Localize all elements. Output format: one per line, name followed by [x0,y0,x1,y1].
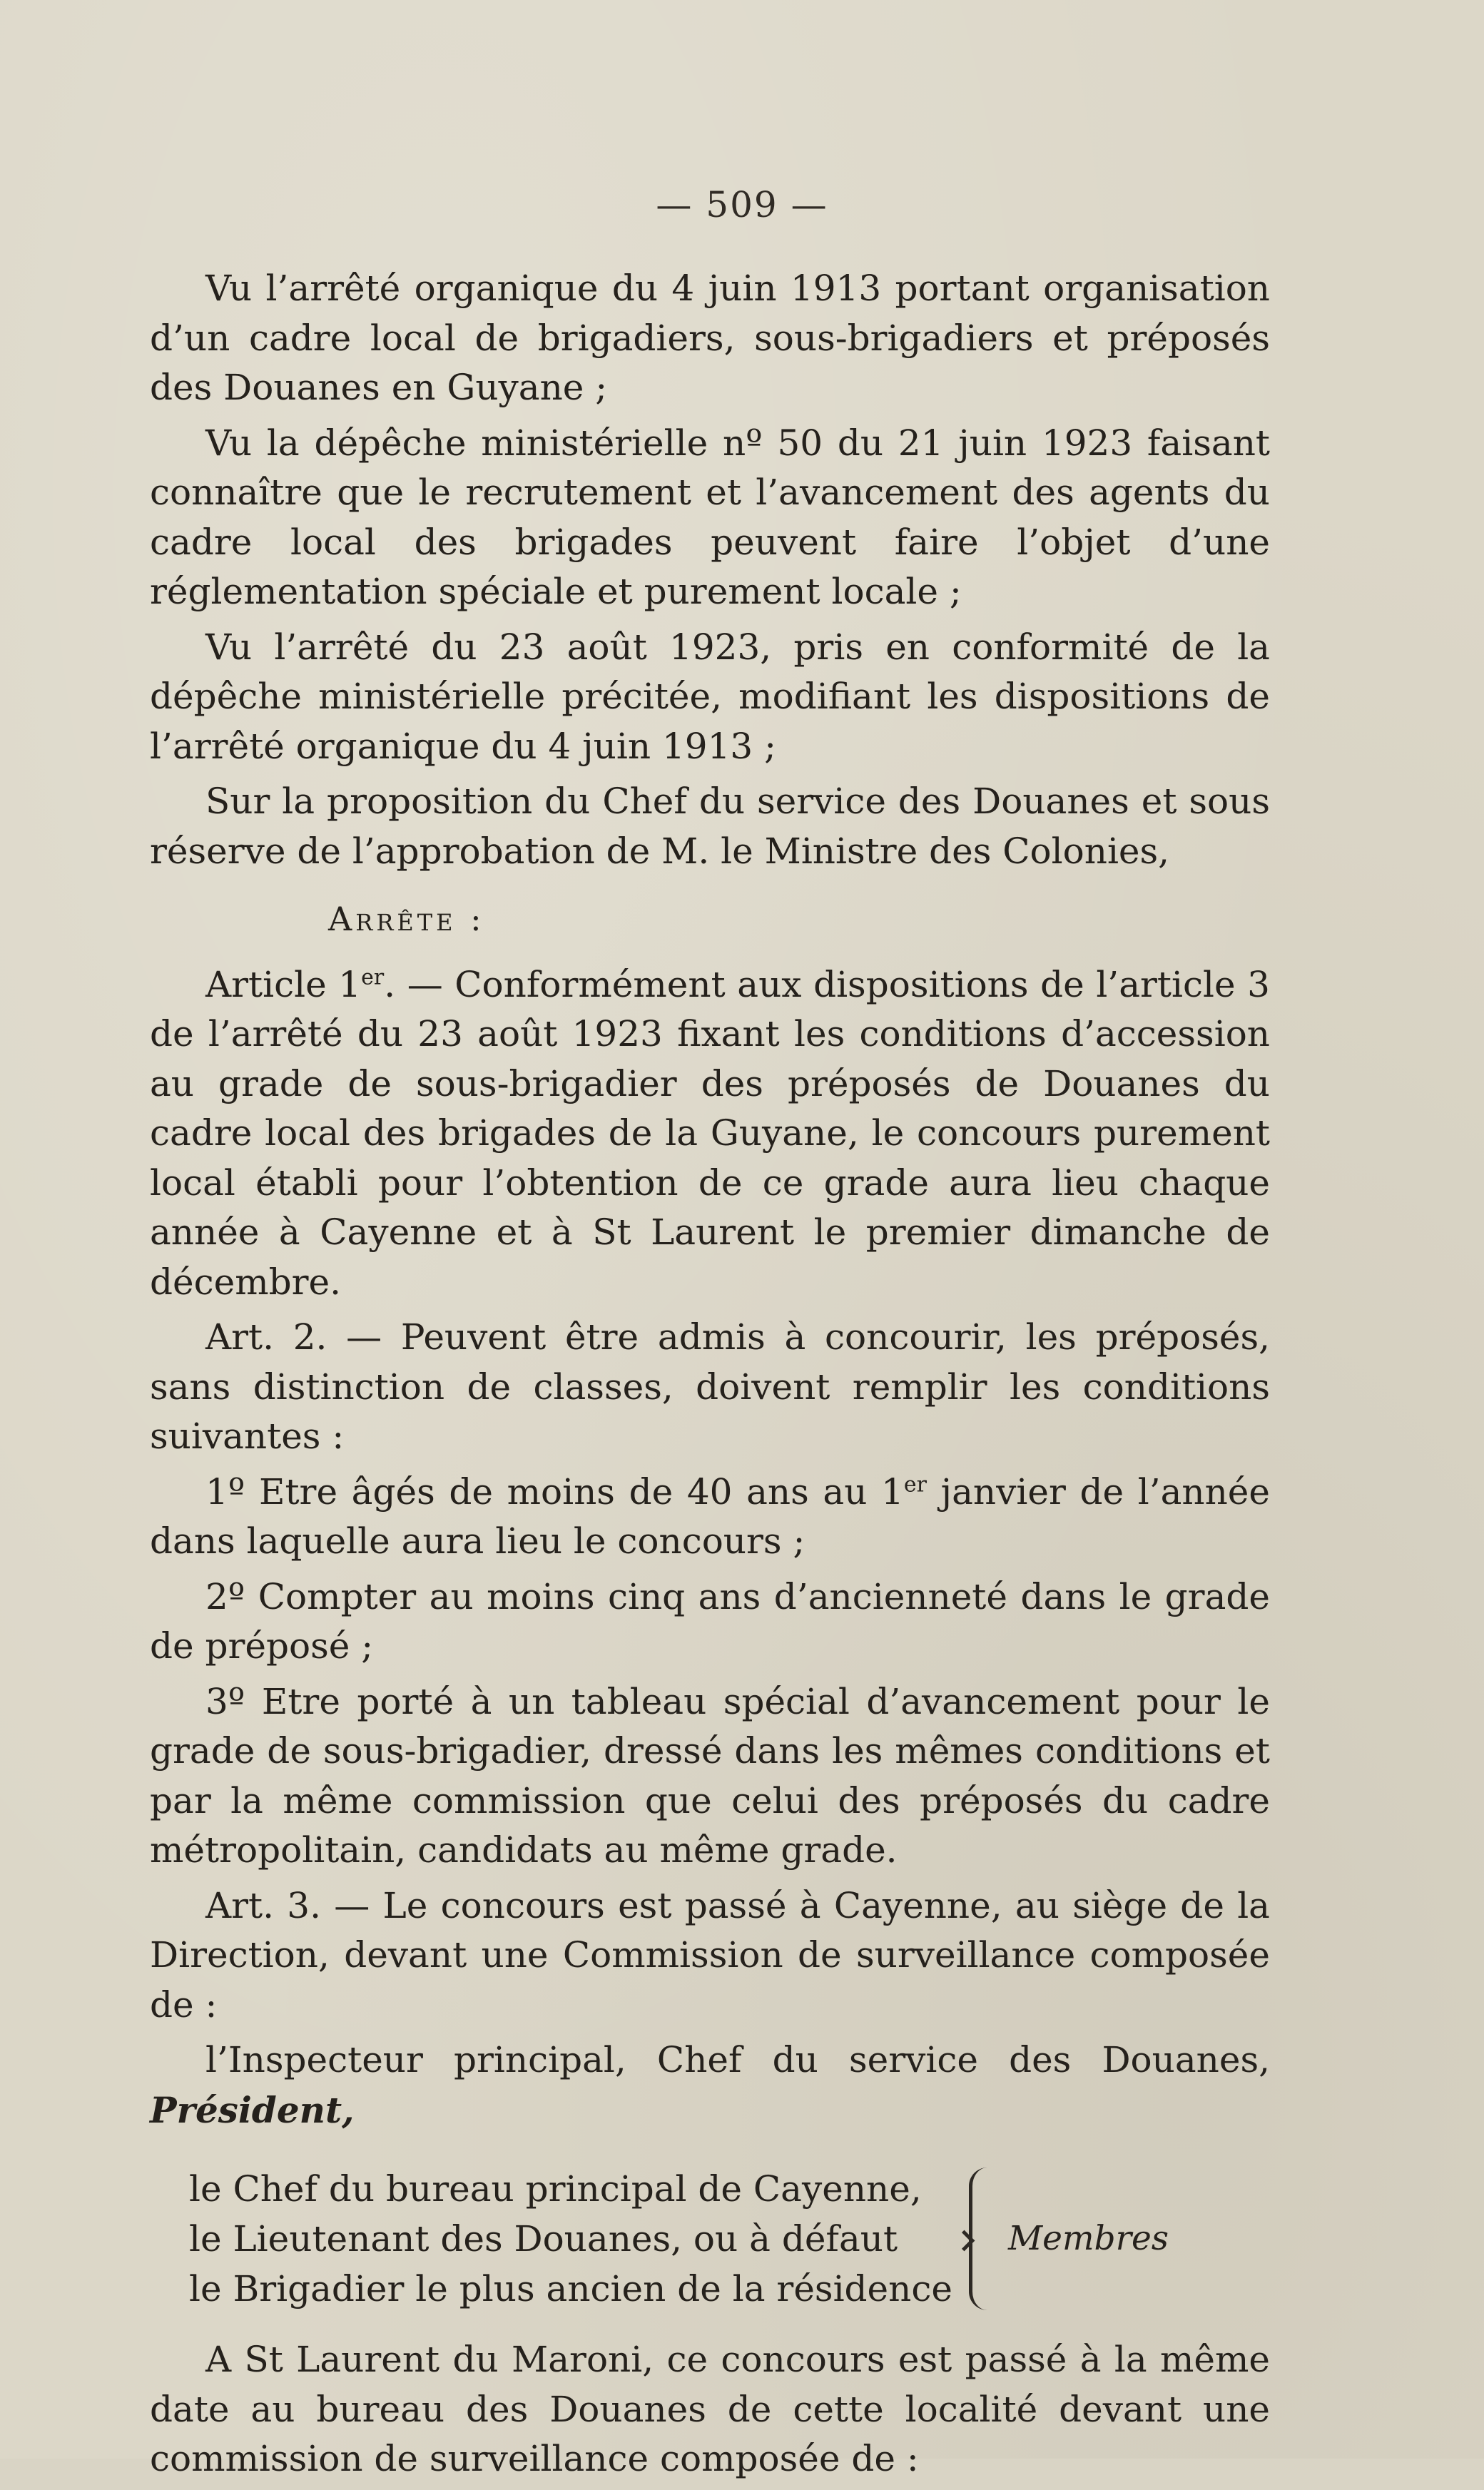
paragraph-vu-arrete-organique: Vu l’arrêté organique du 4 juin 1913 portant organisation d’un cadre local de brigadiers, sous-brigadiers et préposés des Douanes en Guyane ; [150,268,1270,408]
article-1 [150,960,1270,1308]
paragraph-sur-la-proposition: Sur la proposition du Chef du service des Douanes et sous réserve de l’approbation de M. le Ministre des Colonies, [150,781,1270,872]
condition-2: 2º Compter au moins cinq ans d’ancienneté dans le grade de préposé ; [150,1575,1270,1667]
president-label: Président, [150,2088,355,2131]
article-2: Art. 2. — Peuvent être admis à concourir, les préposés, sans distinction de classes, doivent remplir les conditions suivantes : [150,1316,1270,1457]
condition-1-superscript: er [903,1471,927,1497]
article-1-text: . — Conformément aux dispositions de l’article 3 de l’arrêté du 23 août 1923 fixant les conditions d’accession au grade de sous-brigadier des préposés de Douanes du cadre local des brigades de la Guyane, le concours purement local établi pour l’obtention de ce grade aura lieu chaque année à Cayenne et à St Laurent le premier dimanche de décembre. [150,963,1270,1303]
heading-arrete: Arrête : [328,900,485,938]
condition-3: 3º Etre porté à un tableau spécial d’avancement pour le grade de sous-brigadier, dressé dans les mêmes conditions et par la même commission que celui des préposés du cadre métropolitain, candidats au même grade. [150,1680,1270,1871]
member-line-3: le Brigadier le plus ancien de la résidence [189,2268,952,2309]
paragraph-st-laurent: A St Laurent du Maroni, ce concours est passé à la même date au bureau des Douanes de cette localité devant une commission de surveillance composée de : [150,2339,1270,2479]
article-1-superscript: er [361,964,385,990]
condition-1-end: janvier de l’année dans laquelle aura lieu le concours ; [150,1470,1270,1562]
member-line-2: le Lieutenant des Douanes, ou à défaut [189,2218,898,2260]
president-line [150,2036,1270,2135]
members-list [189,2164,956,2314]
document-body [150,264,1270,2490]
condition-1-start: 1º Etre âgés de moins de 40 ans au 1 [205,1470,904,1513]
members-block [189,2164,1270,2314]
paragraph-vu-arrete-aout: Vu l’arrêté du 23 août 1923, pris en conformité de la dépêche ministérielle précitée, modifiant les dispositions de l’arrêté organique du 4 juin 1913 ; [150,626,1270,767]
members-label: Membres [1008,2219,1169,2259]
brace-icon [969,2168,990,2310]
condition-1 [150,1468,1270,1567]
president-text: l’Inspecteur principal, Chef du service des Douanes, [205,2039,1270,2080]
member-line-1: le Chef du bureau principal de Cayenne, [189,2168,922,2210]
page-number: — 509 — [656,184,828,225]
article-1-lead: Article 1 [205,963,362,1005]
paragraph-vu-depeche: Vu la dépêche ministérielle nº 50 du 21 juin 1923 faisant connaître que le recrutement et l’avancement des agents du cadre local des brigades peuvent faire l’objet d’une réglementation spéciale et purement locale ; [150,422,1270,612]
article-3: Art. 3. — Le concours est passé à Cayenne, au siège de la Direction, devant une Commission de surveillance composée de : [150,1884,1270,2026]
